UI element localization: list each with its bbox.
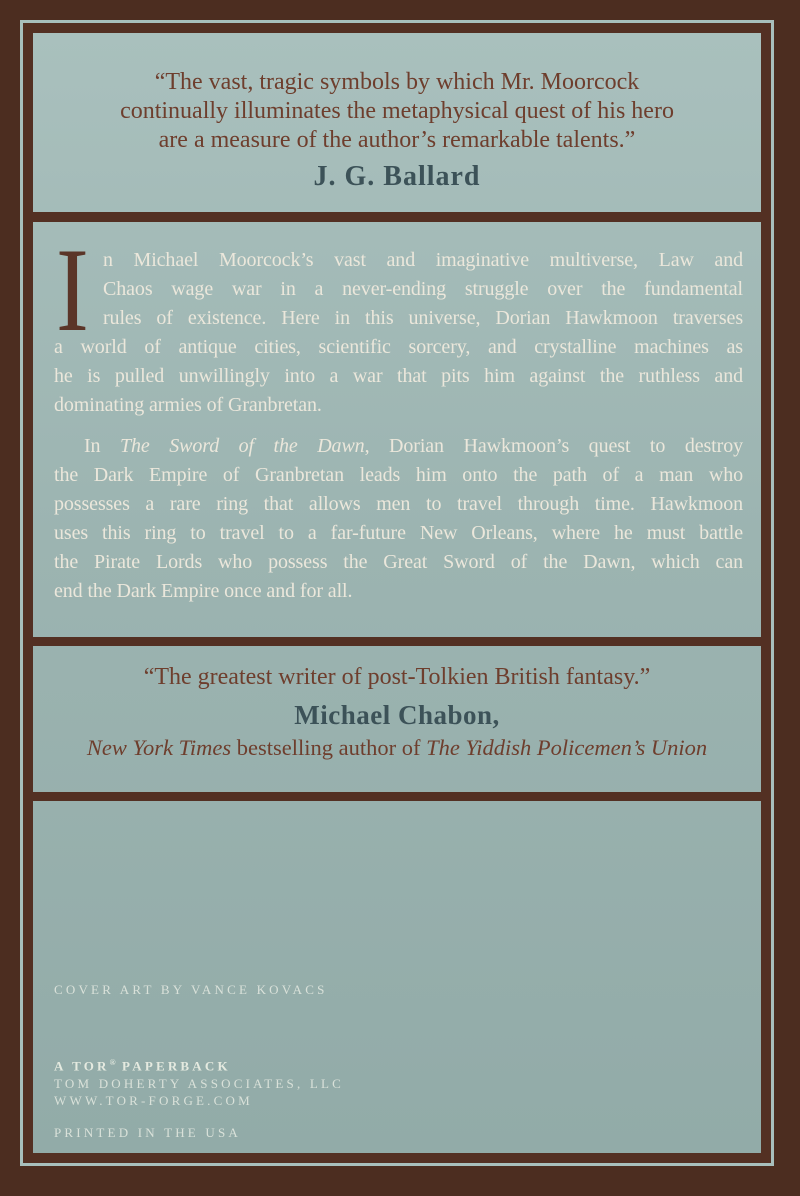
- registered-trademark-symbol: ®: [109, 1058, 116, 1067]
- publisher-line: TOM DOHERTY ASSOCIATES, LLC: [54, 1075, 345, 1091]
- ballard-quote-line: continually illuminates the metaphysical quest of his hero: [120, 98, 674, 124]
- synopsis-line: the Dark Empire of Granbretan leads him onto the path of a man who: [54, 464, 743, 486]
- ballard-attribution: J. G. Ballard: [313, 161, 481, 192]
- chabon-byline: [53, 733, 741, 762]
- newspaper-title-italic: New York Times: [86, 735, 232, 760]
- drop-cap-letter: I: [56, 223, 89, 356]
- synopsis-line: the Pirate Lords who possess the Great Sword of the Dawn, which can: [54, 551, 743, 573]
- section-divider: [33, 212, 761, 222]
- ballard-quote-line: “The vast, tragic symbols by which Mr. Moorcock: [154, 69, 640, 95]
- section-ballard-quote: [33, 33, 761, 212]
- imprint-text: PAPERBACK: [115, 1058, 231, 1074]
- section-synopsis: [33, 222, 761, 637]
- section-chabon-quote: [33, 646, 761, 792]
- website-line: WWW.TOR-FORGE.COM: [54, 1093, 253, 1109]
- synopsis-line: possesses a rare ring that allows men to travel through time. Hawkmoon: [54, 493, 743, 515]
- imprint-text: A TOR: [54, 1058, 110, 1074]
- cover-art-credit: COVER ART BY VANCE KOVACS: [54, 982, 328, 997]
- synopsis-line: a world of antique cities, scientific sorcery, and crystalline machines as: [54, 336, 743, 358]
- cover-panel: [33, 33, 761, 1153]
- synopsis-line: Chaos wage war in a never-ending struggle over the fundamental: [103, 278, 743, 300]
- synopsis-paragraph-1: [54, 223, 743, 420]
- publisher-block: [54, 1054, 741, 1110]
- synopsis-paragraph-2: [54, 432, 743, 606]
- book-title-italic: The Yiddish Policemen’s Union: [426, 735, 708, 760]
- synopsis-line: rules of existence. Here in this universe, Dorian Hawkmoon traverses: [103, 307, 743, 329]
- synopsis-line: end the Dark Empire once and for all.: [54, 580, 353, 602]
- synopsis-line: [54, 432, 743, 461]
- synopsis-line: he is pulled unwillingly into a war that pits him against the ruthless and: [54, 365, 743, 387]
- synopsis-line: n Michael Moorcock’s vast and imaginative multiverse, Law and: [103, 249, 743, 271]
- synopsis-line: uses this ring to travel to a far-future New Orleans, where he must battle: [54, 522, 743, 544]
- synopsis-line: dominating armies of Granbretan.: [54, 394, 322, 416]
- synopsis-line-text: In: [84, 435, 120, 457]
- synopsis-line-text: , Dorian Hawkmoon’s quest to destroy: [364, 435, 743, 457]
- byline-text: bestselling author of: [231, 735, 427, 760]
- cover-frame: [20, 20, 774, 1166]
- section-credits: [33, 801, 761, 1153]
- printed-in-usa-line: PRINTED IN THE USA: [54, 1124, 241, 1140]
- ballard-quote-line: are a measure of the author’s remarkable talents.”: [158, 127, 636, 153]
- chabon-quote-line: “The greatest writer of post-Tolkien British fantasy.”: [143, 664, 651, 690]
- chabon-attribution: Michael Chabon,: [294, 700, 500, 730]
- section-divider: [33, 637, 761, 646]
- book-title-italic: The Sword of the Dawn: [120, 435, 365, 457]
- section-divider: [33, 792, 761, 801]
- imprint-line: [54, 1054, 741, 1075]
